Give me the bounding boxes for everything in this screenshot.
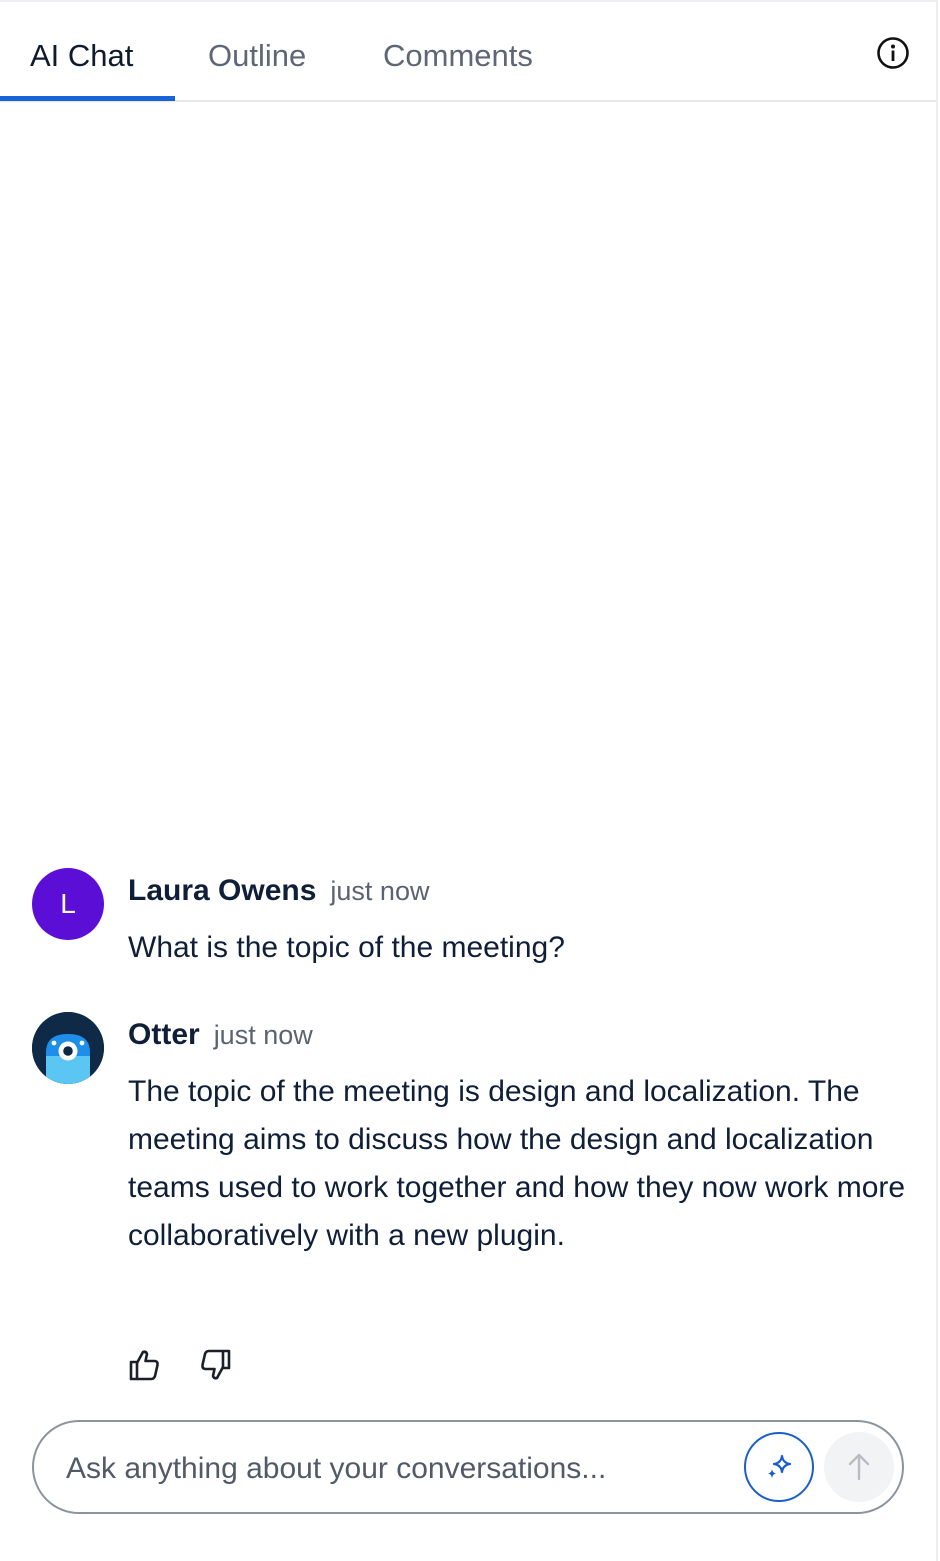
message-text: What is the topic of the meeting?	[128, 931, 565, 964]
tab-outline[interactable]: Outline	[208, 38, 307, 73]
sender-name: Laura Owens	[128, 874, 317, 907]
tab-ai-chat[interactable]: AI Chat	[30, 38, 134, 73]
message-time: just now	[213, 1020, 313, 1050]
active-tab-indicator	[0, 96, 175, 101]
info-icon[interactable]	[876, 36, 910, 70]
tab-comments[interactable]: Comments	[383, 38, 533, 73]
otter-logo-icon	[32, 1012, 104, 1084]
send-button[interactable]	[824, 1432, 894, 1502]
tab-bar	[0, 2, 936, 102]
arrow-up-icon	[846, 1452, 872, 1482]
ai-suggestions-button[interactable]	[744, 1432, 814, 1502]
message-time: just now	[330, 876, 430, 906]
message-text: The topic of the meeting is design and localization. The meeting aims to discuss how the design and localization teams used to work together and how they now work more collaboratively with a new plugin.	[128, 1075, 906, 1252]
sender-name: Otter	[128, 1018, 200, 1051]
message-header	[128, 874, 429, 908]
avatar: L	[32, 868, 104, 940]
thumbs-up-icon[interactable]	[128, 1348, 166, 1388]
message-header	[128, 1018, 313, 1052]
thumbs-down-icon[interactable]	[200, 1348, 238, 1388]
chat-composer	[32, 1420, 904, 1514]
sparkle-icon	[764, 1452, 794, 1482]
chat-input[interactable]	[64, 1440, 728, 1498]
